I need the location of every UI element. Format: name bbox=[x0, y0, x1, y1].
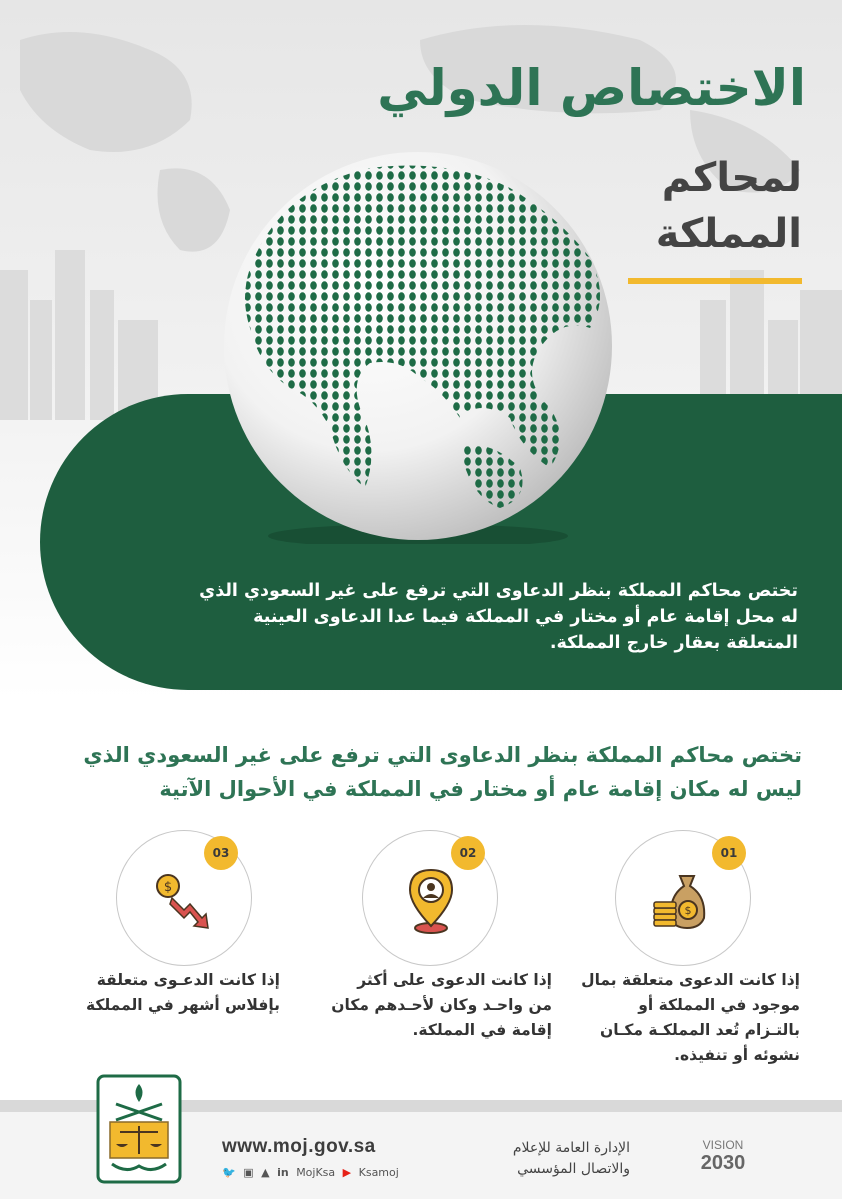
snapchat-icon[interactable]: ▲ bbox=[261, 1166, 270, 1179]
youtube-icon[interactable]: ▶ bbox=[342, 1166, 352, 1179]
case-card-02 bbox=[330, 830, 580, 1090]
case-text: إذا كانت الدعوى متعلقة بمال موجود في المملكة أو بالتـزام تُعد المملكـة مكـان نشوئه أو تنفيذه. bbox=[581, 971, 800, 1064]
intro-text: تختص محاكم المملكة بنظر الدعاوى التي ترفع على غير السعودي الذي له محل إقامة عام أو مختار في المملكة فيما عدا الدعاوى العينية المتعلقة بعقار خارج المملكة. bbox=[199, 581, 798, 653]
location-pin-icon bbox=[398, 866, 464, 936]
twitter-icon[interactable]: 🐦 bbox=[222, 1166, 236, 1179]
money-bag-icon bbox=[650, 866, 716, 932]
website-link[interactable]: www.moj.gov.sa bbox=[222, 1136, 376, 1157]
globe-icon bbox=[220, 148, 616, 544]
svg-text:$: $ bbox=[163, 880, 173, 895]
social-handle-1[interactable]: MojKsa bbox=[296, 1166, 336, 1179]
subtitle-line-1: لمحاكم bbox=[661, 155, 802, 201]
page-title: الاختصاص الدولي bbox=[377, 59, 806, 117]
case-card-03 bbox=[80, 830, 330, 1090]
case-number-badge: 01 bbox=[712, 836, 746, 870]
case-text: إذا كانت الدعـوى متعلقة بإفلاس أشهر في المملكة bbox=[85, 971, 280, 1014]
vision-2030-logo bbox=[688, 1138, 758, 1175]
subtitle-line-2: المملكة bbox=[655, 211, 802, 257]
instagram-icon[interactable]: ▣ bbox=[243, 1166, 254, 1179]
department-line-2: والاتصال المؤسسي bbox=[517, 1161, 630, 1177]
money-down-icon bbox=[152, 870, 216, 934]
social-links bbox=[222, 1166, 403, 1179]
linkedin-icon[interactable]: in bbox=[277, 1166, 289, 1179]
case-card-01 bbox=[580, 830, 830, 1090]
svg-text:$: $ bbox=[684, 904, 692, 917]
vision-label: VISION bbox=[702, 1138, 744, 1152]
case-number-badge: 03 bbox=[204, 836, 238, 870]
vision-year: 2030 bbox=[700, 1152, 746, 1174]
ministry-logo bbox=[96, 1074, 182, 1184]
case-number-badge: 02 bbox=[451, 836, 485, 870]
department-line-1: الإدارة العامة للإعلام bbox=[512, 1140, 630, 1156]
section-heading: تختص محاكم المملكة بنظر الدعاوى التي ترفع على غير السعودي الذي ليس له مكان إقامة عام أو مختار في المملكة في الأحوال الآتية bbox=[83, 743, 802, 801]
case-text: إذا كانت الدعوى على أكثر من واحـد وكان لأحـدهم مكان إقامة في المملكة. bbox=[331, 971, 552, 1039]
title-underline bbox=[628, 278, 802, 284]
social-handle-2[interactable]: Ksamoj bbox=[358, 1166, 399, 1179]
department-name bbox=[470, 1138, 630, 1180]
